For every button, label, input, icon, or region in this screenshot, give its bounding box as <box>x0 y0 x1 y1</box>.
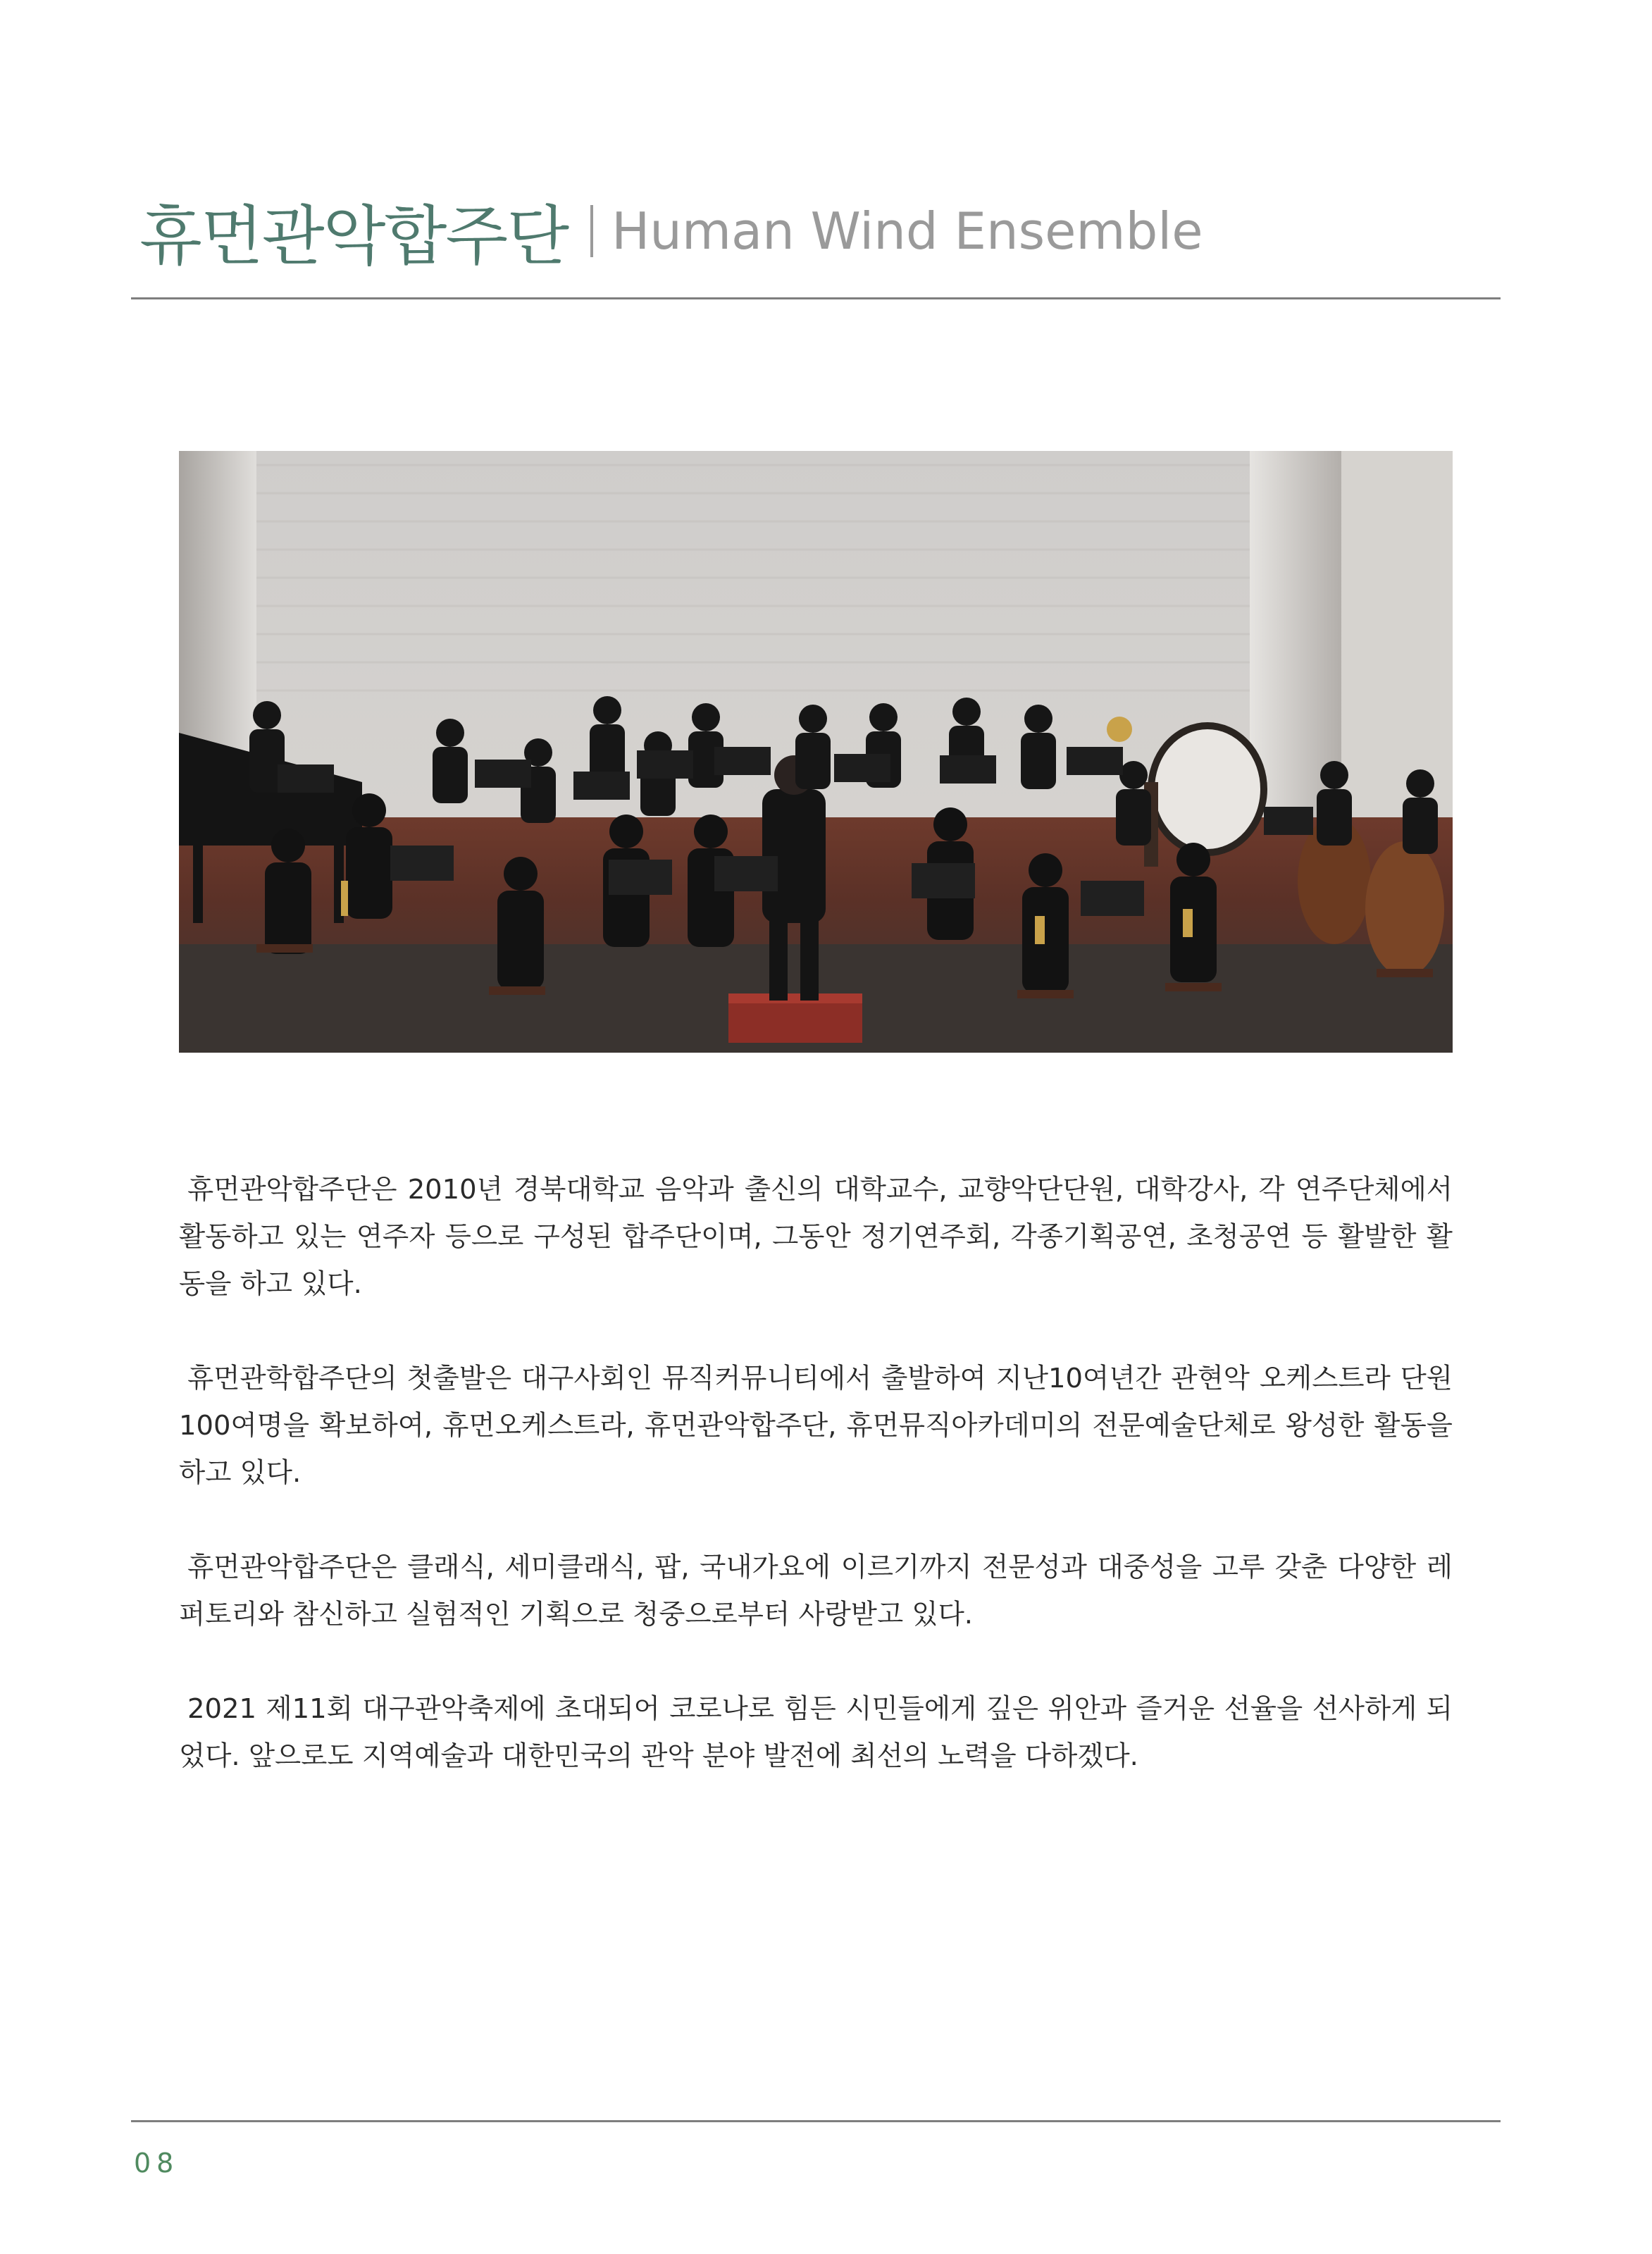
paragraph-2: 휴먼관학합주단의 첫출발은 대구사회인 뮤직커뮤니티에서 출발하여 지난10여년간 관현악 오케스트라 단원 100여명을 확보하여, 휴먼오케스트라, 휴먼관악합주단, 휴먼뮤직아카데미의 전문예술단체로 왕성한 활동을 하고 있다. <box>179 1363 1453 1489</box>
paragraph-1: 휴먼관악합주단은 2010년 경북대학교 음악과 출신의 대학교수, 교향악단단원, 대학강사, 각 연주단체에서 활동하고 있는 연주자 등으로 구성된 합주단이며, 그동안 정기연주회, 각종기획공연, 초청공연 등 활발한 활동을 하고 있다. <box>179 1174 1453 1300</box>
page-number: 08 <box>134 2148 180 2179</box>
ensemble-photo <box>179 451 1453 1053</box>
page-title-korean: 휴먼관악합주단 <box>139 199 569 274</box>
intro-text <box>179 1166 1453 1827</box>
header-rule <box>131 297 1501 299</box>
paragraph-4: 2021 제11회 대구관악축제에 초대되어 코로나로 힘든 시민들에게 깊은 위안과 즐거운 선율을 선사하게 되었다. 앞으로도 지역예술과 대한민국의 관악 분야 발전에 최선의 노력을 다하겠다. <box>179 1693 1453 1772</box>
page-title-english: Human Wind Ensemble <box>611 202 1203 261</box>
title-divider <box>590 205 593 257</box>
footer-rule <box>131 2120 1501 2122</box>
paragraph-3: 휴먼관악합주단은 클래식, 세미클래식, 팝, 국내가요에 이르기까지 전문성과 대중성을 고루 갖춘 다양한 레퍼토리와 참신하고 실험적인 기획으로 청중으로부터 사랑받고 있다. <box>179 1552 1453 1630</box>
page-header <box>139 189 1203 273</box>
